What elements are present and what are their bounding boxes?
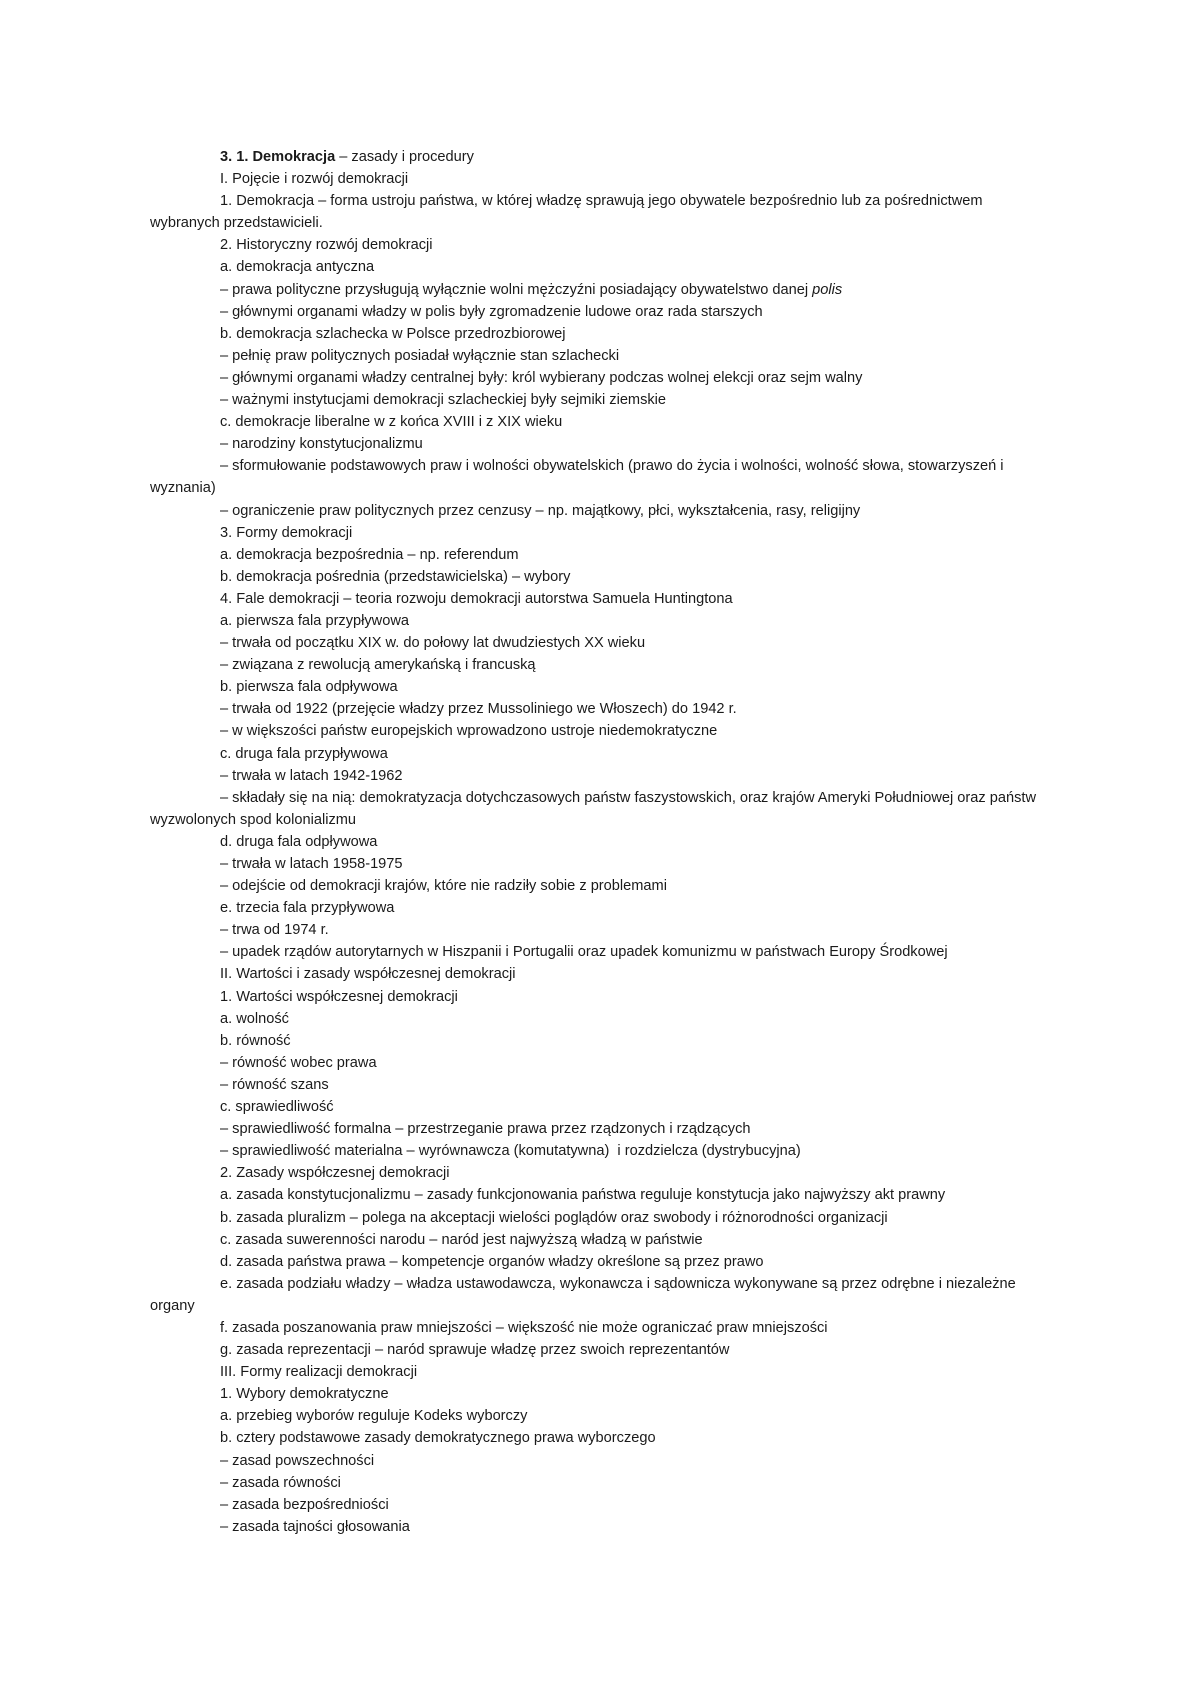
line-text: b. zasada pluralizm – polega na akceptacji wielości poglądów oraz swobody i różnorodności organizacji xyxy=(220,1209,888,1226)
line-text: b. równość xyxy=(220,1032,291,1049)
title-rest: – zasady i procedury xyxy=(335,149,474,165)
line-text: – składały się na nią: demokratyzacja dotychczasowych państw faszystowskich, oraz krajów Ameryki Południowej oraz państw wyzwolonych spod kolonializmu xyxy=(150,789,1041,828)
line-text: d. druga fala odpływowa xyxy=(220,833,378,850)
text-line xyxy=(150,389,1055,411)
line-text: a. demokracja antyczna xyxy=(220,259,375,276)
text-line xyxy=(150,1184,1055,1206)
text-line xyxy=(150,234,1055,256)
line-text: 4. Fale demokracji – teoria rozwoju demokracji autorstwa Samuela Huntingtona xyxy=(220,590,733,607)
text-line xyxy=(150,411,1055,433)
line-text: – trwała od początku XIX w. do połowy lat dwudziestych XX wieku xyxy=(220,635,646,652)
text-line xyxy=(150,433,1055,455)
text-line xyxy=(150,1494,1055,1516)
line-italic-text: polis xyxy=(812,281,843,298)
line-text: – upadek rządów autorytarnych w Hiszpanii i Portugalii oraz upadek komunizmu w państwach Europy Środkowej xyxy=(220,944,948,961)
line-text: g. zasada reprezentacji – naród sprawuje władzę przez swoich reprezentantów xyxy=(220,1342,730,1359)
text-line xyxy=(150,1118,1055,1140)
document-title xyxy=(150,146,1055,168)
line-text: a. demokracja bezpośrednia – np. referendum xyxy=(220,546,519,563)
text-line xyxy=(150,698,1055,720)
text-line xyxy=(150,1052,1055,1074)
line-text: d. zasada państwa prawa – kompetencje organów władzy określone są przez prawo xyxy=(220,1253,764,1270)
text-line xyxy=(150,544,1055,566)
line-text: c. druga fala przypływowa xyxy=(220,745,388,762)
line-text: – trwa od 1974 r. xyxy=(220,922,329,939)
line-text: b. demokracja pośrednia (przedstawicielska) – wybory xyxy=(220,568,571,585)
text-line xyxy=(150,765,1055,787)
line-text: – narodziny konstytucjonalizmu xyxy=(220,436,423,453)
line-text: 3. Formy demokracji xyxy=(220,524,353,541)
text-line xyxy=(150,1516,1055,1538)
text-line xyxy=(150,1074,1055,1096)
text-line xyxy=(150,1450,1055,1472)
line-text: c. zasada suwerenności narodu – naród jest najwyższą władzą w państwie xyxy=(220,1231,703,1248)
text-line xyxy=(150,1472,1055,1494)
text-line xyxy=(150,1008,1055,1030)
line-text: – prawa polityczne przysługują wyłącznie wolni mężczyźni posiadający obywatelstwo danej xyxy=(220,281,813,298)
line-text: – ważnymi instytucjami demokracji szlacheckiej były sejmiki ziemskie xyxy=(220,392,667,409)
line-text: – głównymi organami władzy centralnej były: król wybierany podczas wolnej elekcji oraz sejm walny xyxy=(220,369,863,386)
text-line xyxy=(150,566,1055,588)
line-text: e. trzecia fala przypływowa xyxy=(220,900,395,917)
text-line xyxy=(150,1251,1055,1273)
text-line xyxy=(150,720,1055,742)
text-line xyxy=(150,367,1055,389)
text-line xyxy=(150,1339,1055,1361)
text-line xyxy=(150,676,1055,698)
text-line xyxy=(150,522,1055,544)
text-line xyxy=(150,1383,1055,1405)
line-text: c. demokracje liberalne w z końca XVIII i z XIX wieku xyxy=(220,414,563,431)
text-line xyxy=(150,1427,1055,1449)
line-text: – związana z rewolucją amerykańską i francuską xyxy=(220,657,536,674)
line-text: a. pierwsza fala przypływowa xyxy=(220,612,409,629)
line-text: – zasada równości xyxy=(220,1474,341,1491)
line-text: I. Pojęcie i rozwój demokracji xyxy=(220,171,409,188)
line-text: a. wolność xyxy=(220,1010,289,1027)
text-line xyxy=(150,1361,1055,1383)
text-line xyxy=(150,963,1055,985)
line-text: – odejście od demokracji krajów, które nie radziły sobie z problemami xyxy=(220,878,667,895)
line-text: 2. Zasady współczesnej demokracji xyxy=(220,1165,450,1182)
line-text: – trwała w latach 1942-1962 xyxy=(220,767,403,784)
text-line xyxy=(150,941,1055,963)
text-line xyxy=(150,853,1055,875)
line-text: – w większości państw europejskich wprowadzono ustroje niedemokratyczne xyxy=(220,723,718,740)
text-line xyxy=(150,588,1055,610)
line-text: – głównymi organami władzy w polis były zgromadzenie ludowe oraz rada starszych xyxy=(220,303,763,320)
line-text: 2. Historyczny rozwój demokracji xyxy=(220,237,433,254)
line-text: – sprawiedliwość materialna – wyrównawcza (komutatywna) i rozdzielcza (dystrybucyjna) xyxy=(220,1143,801,1160)
text-line xyxy=(150,323,1055,345)
line-text: 1. Wartości współczesnej demokracji xyxy=(220,988,458,1005)
text-line xyxy=(150,787,1055,831)
text-line xyxy=(150,1317,1055,1339)
line-text: – zasad powszechności xyxy=(220,1452,375,1469)
text-line xyxy=(150,919,1055,941)
line-text: a. przebieg wyborów reguluje Kodeks wyborczy xyxy=(220,1408,528,1425)
line-text: a. zasada konstytucjonalizmu – zasady funkcjonowania państwa reguluje konstytucja jako najwyższy akt prawny xyxy=(220,1187,946,1204)
text-line xyxy=(150,875,1055,897)
document-body xyxy=(150,146,1055,1538)
text-line xyxy=(150,500,1055,522)
text-line xyxy=(150,1030,1055,1052)
text-line xyxy=(150,1207,1055,1229)
text-line xyxy=(150,1096,1055,1118)
title-number: 3. 1. Demokracja xyxy=(220,149,336,165)
text-line xyxy=(150,743,1055,765)
line-text: – trwała w latach 1958-1975 xyxy=(220,856,403,872)
line-text: c. sprawiedliwość xyxy=(220,1099,334,1116)
text-line xyxy=(150,632,1055,654)
text-line xyxy=(150,1273,1055,1317)
line-text: b. cztery podstawowe zasady demokratycznego prawa wyborczego xyxy=(220,1430,656,1447)
line-text: – trwała od 1922 (przejęcie władzy przez Mussoliniego we Włoszech) do 1942 r. xyxy=(220,701,737,718)
line-text: b. demokracja szlachecka w Polsce przedrozbiorowej xyxy=(220,325,566,342)
line-text: e. zasada podziału władzy – władza ustawodawcza, wykonawcza i sądownicza wykonywane są przez odrębne i niezależne organy xyxy=(150,1275,1020,1314)
text-line xyxy=(150,455,1055,499)
text-line xyxy=(150,654,1055,676)
text-line xyxy=(150,1140,1055,1162)
line-text: II. Wartości i zasady współczesnej demokracji xyxy=(220,966,516,983)
text-line xyxy=(150,1405,1055,1427)
line-text: f. zasada poszanowania praw mniejszości – większość nie może ograniczać praw mniejszości xyxy=(220,1319,828,1336)
line-text: – sformułowanie podstawowych praw i wolności obywatelskich (prawo do życia i wolności, wolność słowa, stowarzyszeń i wyznania) xyxy=(150,458,1008,497)
line-text: III. Formy realizacji demokracji xyxy=(220,1364,418,1381)
line-text: 1. Demokracja – forma ustroju państwa, w której władzę sprawują jego obywatele bezpośrednio lub za pośrednictwem wybranych przedstawicieli. xyxy=(150,193,987,232)
line-text: – zasada tajności głosowania xyxy=(220,1518,410,1535)
text-line xyxy=(150,986,1055,1008)
line-text: – równość szans xyxy=(220,1076,329,1093)
text-line xyxy=(150,279,1055,301)
text-line xyxy=(150,831,1055,853)
text-line xyxy=(150,1162,1055,1184)
text-line xyxy=(150,345,1055,367)
text-line xyxy=(150,190,1055,234)
text-line xyxy=(150,256,1055,278)
line-text: – zasada bezpośredniości xyxy=(220,1496,389,1513)
text-line xyxy=(150,301,1055,323)
text-line xyxy=(150,610,1055,632)
text-line xyxy=(150,897,1055,919)
document-lines xyxy=(150,168,1055,1538)
text-line xyxy=(150,168,1055,190)
line-text: – ograniczenie praw politycznych przez cenzusy – np. majątkowy, płci, wykształcenia, rasy, religijny xyxy=(220,502,861,519)
text-line xyxy=(150,1229,1055,1251)
line-text: – równość wobec prawa xyxy=(220,1054,377,1071)
line-text: 1. Wybory demokratyczne xyxy=(220,1386,389,1403)
line-text: – sprawiedliwość formalna – przestrzeganie prawa przez rządzonych i rządzących xyxy=(220,1121,751,1138)
line-text: – pełnię praw politycznych posiadał wyłącznie stan szlachecki xyxy=(220,347,620,364)
line-text: b. pierwsza fala odpływowa xyxy=(220,679,398,696)
